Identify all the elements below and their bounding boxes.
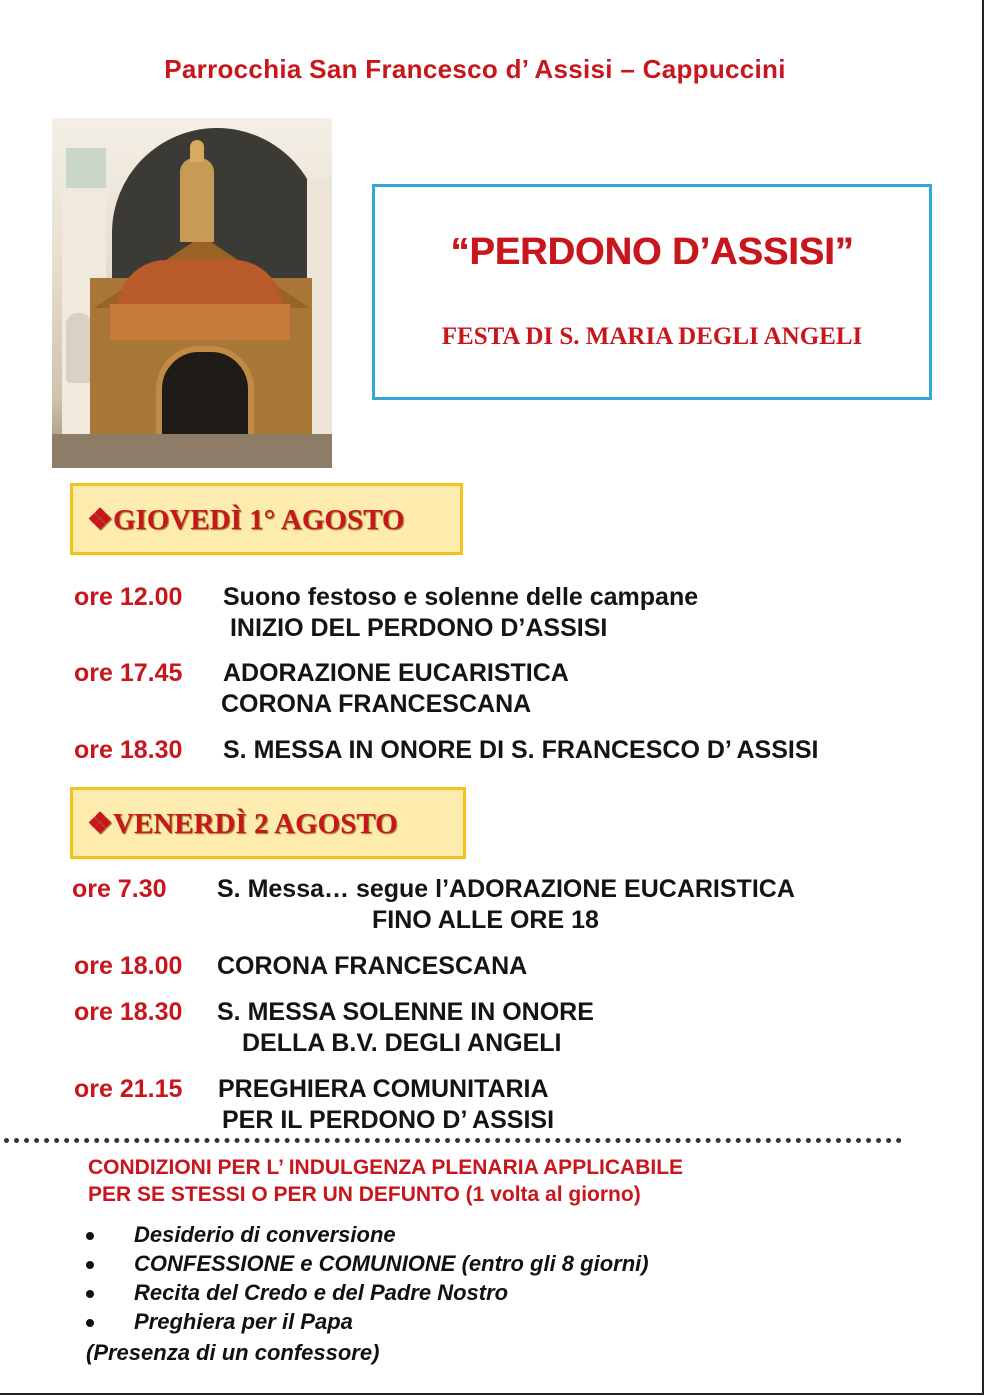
event-description: CORONA FRANCESCANA bbox=[217, 952, 528, 980]
bullet-icon bbox=[86, 1319, 94, 1327]
dotted-divider bbox=[4, 1138, 902, 1143]
event-description: CORONA FRANCESCANA bbox=[221, 690, 532, 718]
day-header-friday bbox=[70, 787, 466, 859]
event-time: ore 21.15 bbox=[74, 1075, 183, 1103]
bullet-icon bbox=[86, 1290, 94, 1298]
event-description: PREGHIERA COMUNITARIA bbox=[218, 1075, 549, 1103]
list-item-text: Recita del Credo e del Padre Nostro bbox=[134, 1280, 509, 1305]
day-label: ❖GIOVEDÌ 1° AGOSTO bbox=[87, 503, 405, 536]
list-item bbox=[86, 1309, 649, 1338]
list-item bbox=[86, 1280, 649, 1309]
event-description: Suono festoso e solenne delle campane bbox=[223, 583, 699, 611]
conditions-heading: PER SE STESSI O PER UN DEFUNTO (1 volta al giorno) bbox=[88, 1183, 641, 1206]
event-subtitle: FESTA DI S. MARIA DEGLI ANGELI bbox=[441, 323, 863, 350]
day-label: ❖VENERDÌ 2 AGOSTO bbox=[87, 807, 398, 840]
event-description: S. Messa… segue l’ADORAZIONE EUCARISTICA bbox=[217, 875, 795, 903]
list-item bbox=[86, 1251, 649, 1280]
list-item-text: Preghiera per il Papa bbox=[134, 1309, 353, 1334]
bullet-icon bbox=[86, 1232, 94, 1240]
event-description: DELLA B.V. DEGLI ANGELI bbox=[242, 1029, 562, 1057]
bullet-icon bbox=[86, 1261, 94, 1269]
title-box bbox=[372, 184, 932, 400]
event-time: ore 12.00 bbox=[74, 583, 183, 611]
list-item bbox=[86, 1222, 649, 1251]
conditions-list bbox=[86, 1222, 649, 1338]
event-description: FINO ALLE ORE 18 bbox=[372, 906, 599, 934]
event-title: “PERDONO D’ASSISI” bbox=[450, 231, 854, 273]
event-time: ore 18.30 bbox=[74, 998, 183, 1026]
list-item-text: CONFESSIONE e COMUNIONE (entro gli 8 giorni) bbox=[134, 1251, 649, 1276]
event-description: S. MESSA SOLENNE IN ONORE bbox=[217, 998, 594, 1026]
event-time: ore 18.30 bbox=[74, 736, 183, 764]
list-item-text: Desiderio di conversione bbox=[134, 1222, 396, 1247]
confessor-note: (Presenza di un confessore) bbox=[86, 1340, 380, 1365]
day-header-thursday bbox=[70, 483, 463, 555]
conditions-heading: CONDIZIONI PER L’ INDULGENZA PLENARIA APPLICABILE bbox=[88, 1156, 684, 1179]
chapel-photo bbox=[52, 118, 332, 468]
event-description: INIZIO DEL PERDONO D’ASSISI bbox=[223, 614, 608, 642]
event-time: ore 7.30 bbox=[72, 875, 167, 903]
event-time: ore 18.00 bbox=[74, 952, 183, 980]
event-description: ADORAZIONE EUCARISTICA bbox=[223, 659, 569, 687]
event-description: S. MESSA IN ONORE DI S. FRANCESCO D’ ASSISI bbox=[223, 736, 819, 764]
event-time: ore 17.45 bbox=[74, 659, 183, 687]
parish-name: Parrocchia San Francesco d’ Assisi – Cappuccini bbox=[164, 54, 786, 84]
event-description: PER IL PERDONO D’ ASSISI bbox=[222, 1106, 555, 1134]
